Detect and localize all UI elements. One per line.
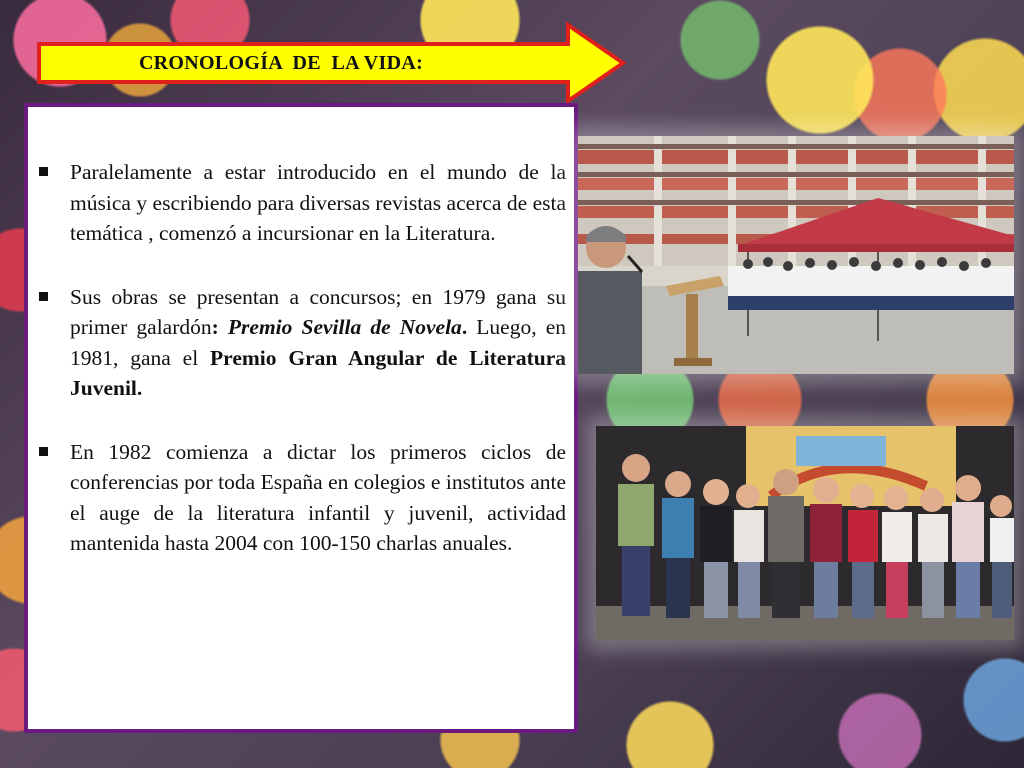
bullet-square-icon bbox=[39, 292, 48, 301]
bullet-text-segment: En 1982 comienza a dictar los primeros ciclos de conferencias por toda España en colegios e institutos ante el auge de la literatura infantil y juvenil, actividad mantenida hasta 2004 con 100-150 charlas anuales. bbox=[70, 439, 566, 555]
student-group-photo bbox=[596, 426, 1014, 640]
bullet-text-segment: Premio Sevilla de Novela bbox=[227, 315, 462, 339]
bullet-text-segment: . bbox=[461, 315, 468, 339]
bullet-list bbox=[28, 107, 574, 559]
bullet-square-icon bbox=[39, 167, 48, 176]
bullet-item bbox=[70, 157, 566, 249]
bullet-text-segment: : bbox=[211, 315, 228, 339]
bullet-item bbox=[70, 437, 566, 559]
bullet-text-segment: Premio Gran Angular de Literatura Juvenil. bbox=[70, 345, 566, 400]
slide-title: CRONOLOGÍA DE LA VIDA: bbox=[138, 51, 424, 74]
bullet-square-icon bbox=[39, 447, 48, 456]
bullet-text-segment: Luego, en 1981, gana el bbox=[70, 315, 566, 370]
bullet-text-segment: Sus obras se presentan a concursos; en 1979 gana su primer galardón bbox=[70, 284, 566, 339]
title-banner bbox=[36, 22, 626, 104]
bullet-text-segment: Paralelamente a estar introducido en el mundo de la música y escribiendo para diversas revistas acerca de esta temática , comenzó a incursionar en la Literatura. bbox=[70, 160, 566, 245]
bullet-item bbox=[70, 282, 566, 404]
text-panel bbox=[24, 103, 578, 733]
speaker-at-school-courtyard-photo bbox=[578, 136, 1014, 374]
